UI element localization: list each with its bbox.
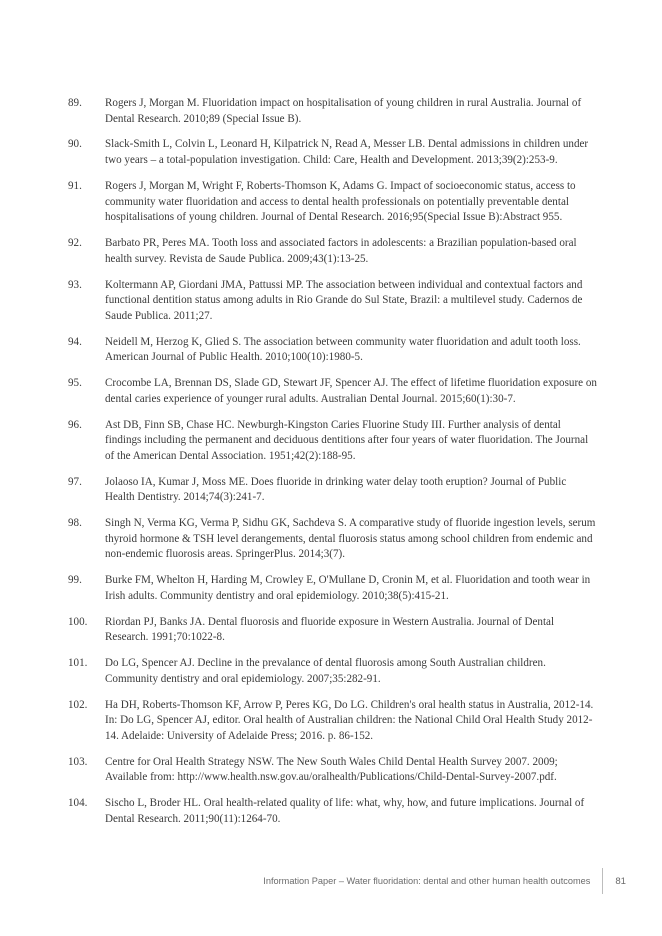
- reference-text: Centre for Oral Health Strategy NSW. The New South Wales Child Dental Health Survey 2007. 2009; Available from: http://www.health.nsw.gov.au/oralhealth/Publications/Child-Dental-Survey-2007.pdf.: [105, 755, 558, 784]
- reference-number: 93.: [68, 278, 82, 291]
- reference-number: 97.: [68, 475, 82, 488]
- reference-item: [68, 755, 598, 786]
- reference-text: Ha DH, Roberts-Thomson KF, Arrow P, Peres KG, Do LG. Children's oral health status in Australia, 2012-14. In: Do LG, Spencer AJ, editor. Oral health of Australian children: the National Child Oral Health Study 2012-14. Adelaide: University of Adelaide Press; 2016. p. 86-152.: [105, 698, 594, 742]
- reference-number: 95.: [68, 377, 82, 390]
- reference-text: Jolaoso IA, Kumar J, Moss ME. Does fluoride in drinking water delay tooth eruption? Journal of Public Health Dentistry. 2014;74(3):241-7.: [105, 475, 567, 504]
- reference-item: [68, 278, 598, 325]
- reference-item: [68, 615, 598, 646]
- reference-list: [68, 96, 598, 838]
- reference-number: 98.: [68, 517, 82, 530]
- reference-text: Riordan PJ, Banks JA. Dental fluorosis and fluoride exposure in Western Australia. Journal of Dental Research. 1991;70:1022-8.: [105, 615, 555, 644]
- reference-item: [68, 96, 598, 127]
- reference-item: [68, 516, 598, 563]
- reference-item: [68, 418, 598, 465]
- reference-number: 101.: [68, 657, 88, 670]
- reference-number: 91.: [68, 179, 82, 192]
- page-number: 81: [615, 875, 626, 887]
- reference-text: Crocombe LA, Brennan DS, Slade GD, Stewart JF, Spencer AJ. The effect of lifetime fluoridation exposure on dental caries experience of younger rural adults. Australian Dental Journal. 2015;60(1):30-7.: [105, 377, 597, 405]
- reference-text: Burke FM, Whelton H, Harding M, Crowley E, O'Mullane D, Cronin M, et al. Fluoridation and tooth wear in Irish adults. Community dentistry and oral epidemiology. 2010;38(5):415-21.: [105, 574, 591, 602]
- reference-number: 103.: [68, 755, 88, 768]
- reference-text: Slack-Smith L, Colvin L, Leonard H, Kilpatrick N, Read A, Messer LB. Dental admissions in children under two years – a total-population investigation. Child: Care, Health and Development. 2013;39(2):253-9.: [105, 138, 589, 167]
- page-footer: [263, 868, 626, 894]
- footer-divider: [602, 868, 603, 894]
- reference-item: [68, 698, 598, 745]
- reference-item: [68, 236, 598, 267]
- reference-number: 90.: [68, 138, 82, 151]
- reference-item: [68, 475, 598, 506]
- reference-text: Ast DB, Finn SB, Chase HC. Newburgh-Kingston Caries Fluorine Study III. Further analysis of dental findings including the permanent and deciduous dentitions after four years of water fluoridation. The Journal of the American Dental Association. 1951;42(2):188-95.: [105, 418, 589, 462]
- reference-text: Rogers J, Morgan M, Wright F, Roberts-Thomson K, Adams G. Impact of socioeconomic status, access to community water fluoridation and access to dental health professionals on potentially preventable dental hospitalisations of young children. Journal of Dental Research. 2016;95(Special Issue B):Abstract 955.: [105, 179, 576, 224]
- reference-item: [68, 137, 598, 168]
- reference-text: Do LG, Spencer AJ. Decline in the prevalance of dental fluorosis among South Australian children. Community dentistry and oral epidemiology. 2007;35:282-91.: [105, 657, 546, 685]
- reference-text: Neidell M, Herzog K, Glied S. The association between community water fluoridation and adult tooth loss. American Journal of Public Health. 2010;100(10):1980-5.: [105, 335, 581, 364]
- reference-item: [68, 656, 598, 687]
- reference-number: 99.: [68, 574, 82, 587]
- reference-number: 102.: [68, 698, 88, 711]
- reference-text: Barbato PR, Peres MA. Tooth loss and associated factors in adolescents: a Brazilian population-based oral health survey. Revista de Saude Publica. 2009;43(1):13-25.: [105, 237, 577, 265]
- reference-number: 94.: [68, 335, 82, 348]
- reference-item: [68, 796, 598, 827]
- reference-number: 92.: [68, 237, 82, 250]
- reference-item: [68, 376, 598, 407]
- reference-text: Singh N, Verma KG, Verma P, Sidhu GK, Sachdeva S. A comparative study of fluoride ingestion levels, serum thyroid hormone & TSH level derangements, dental fluorosis status among school children from endemic and non-endemic fluorosis areas. SpringerPlus. 2014;3(7).: [105, 517, 596, 561]
- reference-text: Koltermann AP, Giordani JMA, Pattussi MP. The association between individual and contextual factors and functional dentition status among adults in Rio Grande do Sul State, Brazil: a multilevel study. Cadernos de Saude Publica. 2011;27.: [105, 278, 583, 322]
- reference-text: Sischo L, Broder HL. Oral health-related quality of life: what, why, how, and future implications. Journal of Dental Research. 2011;90(11):1264-70.: [105, 797, 585, 825]
- footer-title: Information Paper – Water fluoridation: dental and other human health outcomes: [263, 876, 591, 886]
- reference-item: [68, 179, 598, 226]
- reference-number: 104.: [68, 797, 88, 810]
- reference-item: [68, 573, 598, 604]
- reference-number: 96.: [68, 418, 82, 431]
- reference-text: Rogers J, Morgan M. Fluoridation impact on hospitalisation of young children in rural Australia. Journal of Dental Research. 2010;89 (Special Issue B).: [105, 97, 582, 125]
- reference-number: 100.: [68, 615, 88, 628]
- reference-item: [68, 335, 598, 366]
- reference-number: 89.: [68, 97, 82, 109]
